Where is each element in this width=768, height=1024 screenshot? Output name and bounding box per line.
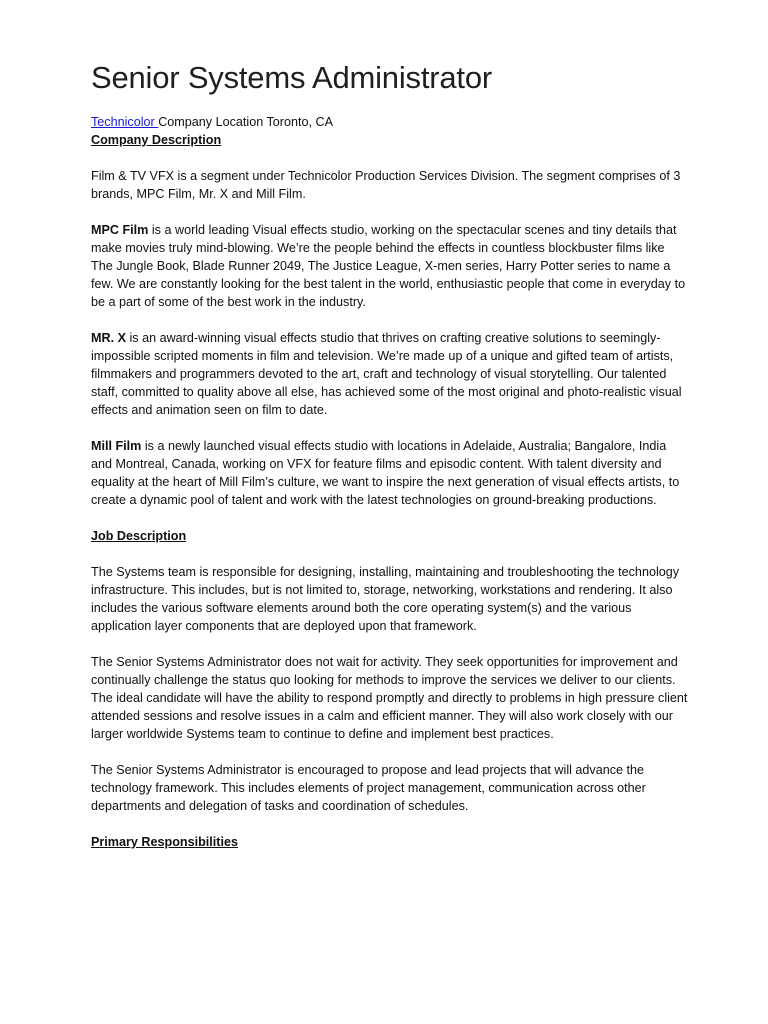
job-paragraph: The Senior Systems Administrator is encouraged to propose and lead projects that will advance the technology framework. This includes elements of project management, communication across other departments and delegation of tasks and coordination of schedules. <box>91 763 646 813</box>
company-line <box>91 113 688 131</box>
company-location: Company Location Toronto, CA <box>158 115 333 129</box>
document-body <box>91 113 688 851</box>
primary-responsibilities-heading: Primary Responsibilities <box>91 835 238 849</box>
page-title: Senior Systems Administrator <box>91 60 492 95</box>
intro-paragraph: Film & TV VFX is a segment under Technicolor Production Services Division. The segment comprises of 3 brands, MPC Film, Mr. X and Mill Film. <box>91 169 681 201</box>
mpc-name: MPC Film <box>91 223 149 237</box>
mrx-name: MR. X <box>91 331 126 345</box>
mrx-text: is an award-winning visual effects studio that thrives on crafting creative solutions to seemingly-impossible scripted moments in film and television. We’re made up of a unique and gifted team of artists, filmmakers and programmers devoted to the art, craft and technology of visual storytelling. Our talented staff, committed to quality above all else, has achieved some of the most original and photo-realistic visual effects and animation seen on film to date. <box>91 331 682 417</box>
millfilm-name: Mill Film <box>91 439 142 453</box>
job-paragraph: The Senior Systems Administrator does not wait for activity. They seek opportunities for improvement and continually challenge the status quo looking for methods to improve the services we deliver to our clients. The ideal candidate will have the ability to respond promptly and directly to problems in high pressure client attended sessions and resolve issues in a calm and efficient manner. They will also work closely with our larger worldwide Systems team to continue to define and implement best practices. <box>91 655 688 741</box>
company-description-heading: Company Description <box>91 133 222 147</box>
mrx-paragraph <box>91 329 688 419</box>
job-paragraph: The Systems team is responsible for designing, installing, maintaining and troubleshooting the technology infrastructure. This includes, but is not limited to, storage, networking, workstations and rendering. It also includes the various software elements around both the core operating system(s) and the various application layer components that are deployed upon that framework. <box>91 565 680 633</box>
mpc-text: is a world leading Visual effects studio, working on the spectacular scenes and tiny details that make movies truly mind-blowing. We’re the people behind the effects in countless blockbuster films like The Jungle Book, Blade Runner 2049, The Justice League, X-men series, Harry Potter series to name a few. We are constantly looking for the best talent in the world, enthusiastic people that come in everyday to be a part of some of the best work in the industry. <box>91 223 686 309</box>
company-link[interactable]: Technicolor <box>91 115 159 129</box>
millfilm-paragraph <box>91 437 688 509</box>
job-description-heading: Job Description <box>91 529 187 543</box>
millfilm-text: is a newly launched visual effects studio with locations in Adelaide, Australia; Bangalore, India and Montreal, Canada, working on VFX for feature films and episodic content. With talent diversity and equality at the heart of Mill Film’s culture, we want to inspire the next generation of visual effects artists, to create a dynamic pool of talent and work with the latest technologies on ground-breaking productions. <box>91 439 680 507</box>
mpc-paragraph <box>91 221 688 311</box>
